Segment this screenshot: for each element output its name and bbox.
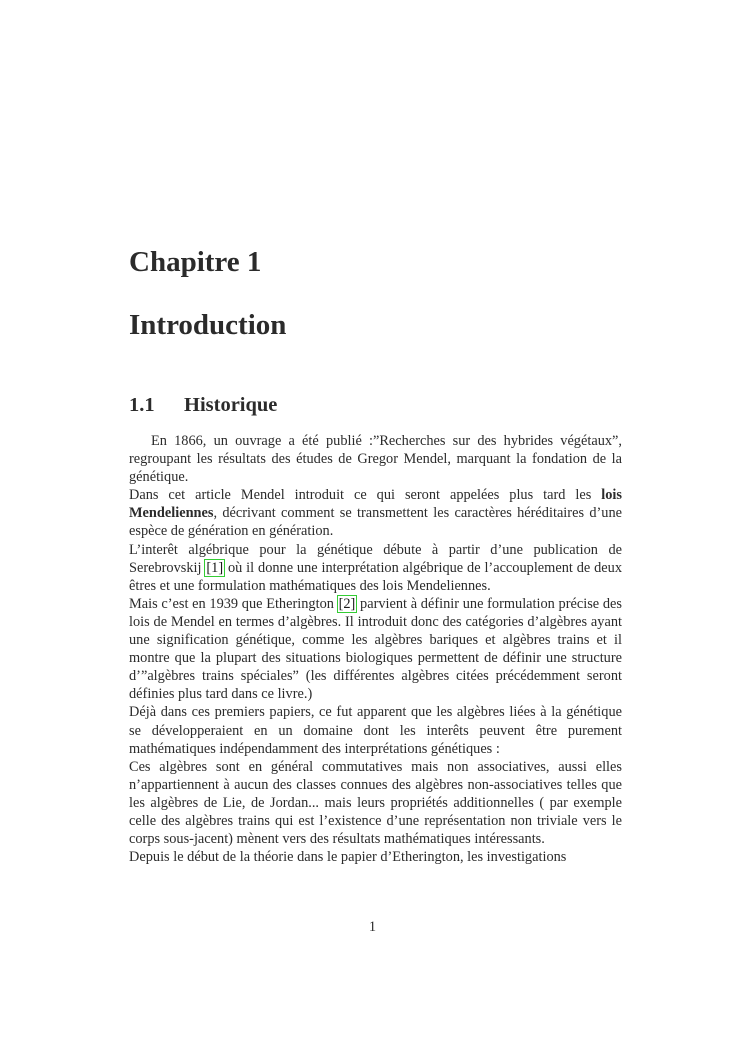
paragraph-2-text-b: , décrivant comment se transmettent les caractères héréditaires d’une espèce de génération en génération. — [129, 505, 622, 540]
paragraph-2 — [129, 486, 622, 540]
section-number: 1.1 — [129, 394, 155, 416]
section-heading — [129, 392, 277, 418]
paragraph-7: Depuis le début de la théorie dans le papier d’Etherington, les investigations — [129, 849, 567, 866]
paragraph-4 — [129, 595, 622, 704]
paragraph-4-text-b: parvient à définir une formulation précise des lois de Mendel en termes d’algèbres. Il introduit donc des catégories d’algèbres ayant une signification génétique, comme les algèbres bariques et algèbres trains et il montre que la plupart des situations biologiques permettent de définir une structure d’”algèbres trains spéciales” (les différentes algèbres citées précédemment seront définies plus tard dans ce livre.) — [129, 595, 622, 703]
paragraph-4-text-a: Mais c’est en 1939 que Etherington — [129, 595, 338, 612]
body-text — [129, 432, 622, 866]
chapter-title: Introduction — [129, 309, 287, 341]
paragraph-3-text-a: L’interêt algébrique pour la génétique débute à partir d’une publication de Serebrovskij — [129, 541, 622, 576]
paragraph-2-bold-term: lois Mendeliennes — [129, 487, 622, 522]
paragraph-6: Ces algèbres sont en général commutatives mais non associatives, aussi elles n’appartiennent à aucun des classes connues des algèbres non-associatives telles que les algèbres de Lie, de Jordan... mais leurs propriétés additionnelles ( par exemple celle des algèbres trains qui est l’existence d’une représentation non triviale vers le corps sous-jacent) mènent vers des résultats mathématiques intéressants. — [129, 758, 622, 848]
section-title: Historique — [184, 394, 278, 416]
chapter-label: Chapitre 1 — [129, 246, 262, 278]
page-number: 1 — [368, 919, 377, 935]
citation-link-1[interactable]: [1] — [206, 559, 224, 576]
paragraph-1: En 1866, un ouvrage a été publié :”Recherches sur des hybrides végétaux”, regroupant les résultats des études de Gregor Mendel, marquant la fondation de la génétique. — [129, 433, 622, 486]
paragraph-5: Déjà dans ces premiers papiers, ce fut apparent que les algèbres liées à la génétique se développeraient en un domaine dont les interêts peuvent être purement mathématiques indépendamment des interprétations génétiques : — [129, 704, 622, 757]
paragraph-3 — [129, 541, 622, 595]
paragraph-3-text-b: où il donne une interprétation algébrique de l’accouplement de deux êtres et une formulation mathématiques des lois Mendeliennes. — [129, 559, 622, 594]
citation-link-2[interactable]: [2] — [338, 595, 356, 612]
paragraph-2-text-a: Dans cet article Mendel introduit ce qui seront appelées plus tard les — [129, 487, 602, 504]
